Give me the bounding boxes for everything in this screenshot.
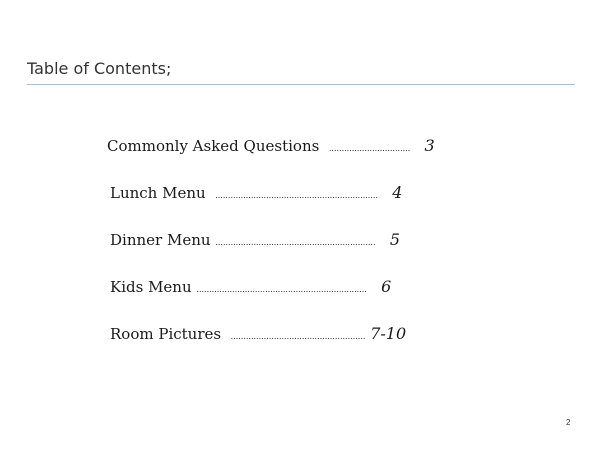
toc-entry-leader: ...............................................................: [215, 238, 376, 247]
toc-entry-room-pictures: [110, 326, 406, 342]
toc-entry-page: 6: [381, 277, 392, 296]
toc-entry-page: 3: [424, 136, 435, 155]
toc-entry-leader: .....................................................: [230, 332, 366, 341]
toc-entry-page: 5: [389, 230, 401, 249]
toc-entry-commonly-asked-questions: [107, 138, 435, 154]
toc-entry-page: 7-10: [370, 324, 407, 343]
toc-entry-leader: ................................: [328, 144, 411, 153]
toc-entry-kids-menu: [110, 279, 391, 295]
toc-entry-label: Commonly Asked Questions: [107, 137, 320, 155]
toc-entry-page: 4: [392, 183, 403, 202]
toc-entry-label: Dinner Menu: [110, 231, 211, 249]
toc-entry-lunch-menu: [110, 185, 402, 201]
page-title: Table of Contents;: [27, 59, 172, 78]
toc-entry-dinner-menu: [110, 232, 400, 248]
toc-entry-leader: ................................................................: [215, 191, 378, 200]
toc-entry-label: Lunch Menu: [110, 184, 206, 202]
slide-page-number: 2: [566, 418, 571, 427]
toc-entry-label: Room Pictures: [110, 325, 222, 343]
title-divider: [27, 84, 575, 85]
toc-entry-leader: ...................................................................: [196, 285, 367, 294]
toc-entry-label: Kids Menu: [110, 278, 192, 296]
